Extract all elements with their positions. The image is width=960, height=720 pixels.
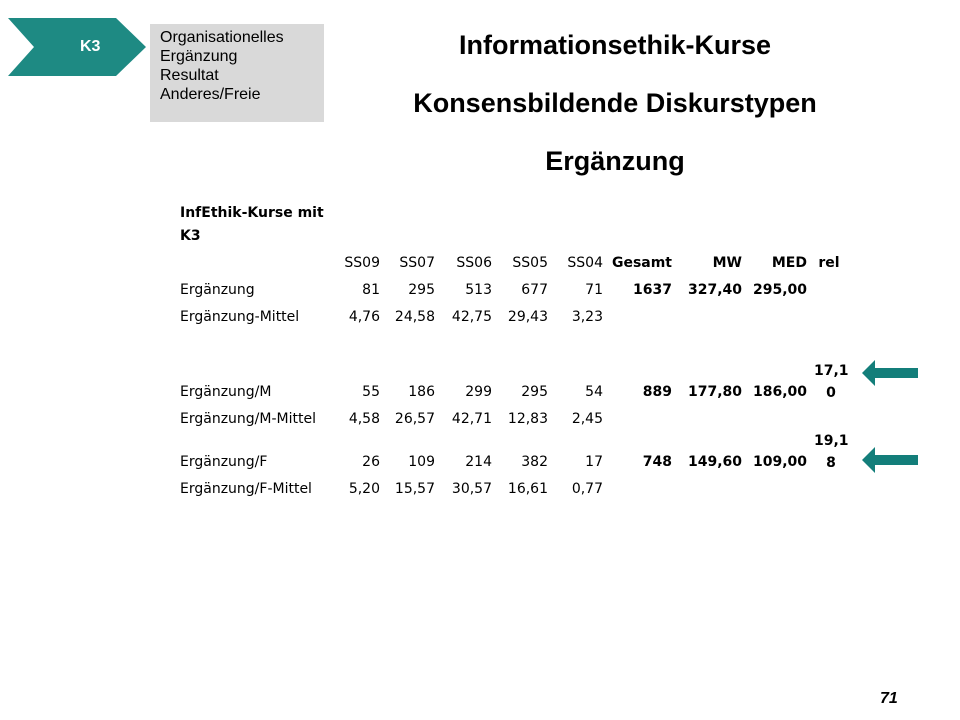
table-cell: 17 — [585, 454, 603, 470]
table-cell: 81 — [362, 282, 380, 298]
row-label: Ergänzung/F-Mittel — [180, 481, 312, 497]
column-header: MED — [771, 255, 807, 271]
table-cell: 5,20 — [348, 481, 380, 497]
table-cell: 26,57 — [394, 411, 435, 427]
table-cell: 15,57 — [394, 481, 435, 497]
category-legend — [150, 24, 324, 122]
table-header-row — [180, 255, 860, 275]
column-header: SS04 — [567, 255, 603, 271]
column-header: SS06 — [456, 255, 492, 271]
table-caption — [180, 228, 860, 248]
arrow-left-icon — [862, 360, 918, 386]
table-cell: 889 — [642, 384, 672, 400]
column-header: SS07 — [399, 255, 435, 271]
table-cell: 1637 — [633, 282, 672, 298]
column-header: SS09 — [344, 255, 380, 271]
table-cell: 55 — [362, 384, 380, 400]
table-cell: 30,57 — [451, 481, 492, 497]
table-cell: 42,75 — [451, 309, 492, 325]
table-cell: 2,45 — [571, 411, 603, 427]
rel-value-line: 19,1 — [814, 433, 849, 449]
table-cell: 29,43 — [507, 309, 548, 325]
table-cell: 214 — [465, 454, 492, 470]
legend-item: Organisationelles — [160, 29, 284, 46]
row-label: Ergänzung/F — [180, 454, 268, 470]
rel-value-line: 0 — [826, 385, 836, 401]
table-cell: 295 — [521, 384, 548, 400]
table-row — [180, 454, 860, 474]
column-header: rel — [818, 255, 840, 271]
table-row — [180, 481, 860, 501]
table-row — [180, 282, 860, 302]
table-row — [180, 384, 860, 404]
table-caption-line: InfEthik-Kurse mit — [180, 205, 324, 221]
table-cell: 382 — [521, 454, 548, 470]
table-cell: 748 — [642, 454, 672, 470]
page-number: 71 — [880, 690, 898, 707]
table-cell: 109,00 — [752, 454, 807, 470]
table-cell: 295 — [408, 282, 435, 298]
table-cell: 4,76 — [348, 309, 380, 325]
table-caption-line: K3 — [180, 228, 201, 244]
table-cell: 299 — [465, 384, 492, 400]
chevron-shape-icon — [8, 18, 146, 76]
table-cell: 4,58 — [348, 411, 380, 427]
rel-value-line: 17,1 — [814, 363, 849, 379]
table-cell: 186,00 — [752, 384, 807, 400]
table-cell: 26 — [362, 454, 380, 470]
legend-item: Anderes/Freie — [160, 86, 261, 103]
legend-item: Resultat — [160, 67, 219, 84]
table-caption — [180, 205, 860, 225]
rel-value-line: 8 — [826, 455, 836, 471]
table-cell: 71 — [585, 282, 603, 298]
table-row — [180, 309, 860, 329]
row-label: Ergänzung — [180, 282, 255, 298]
table-cell: 513 — [465, 282, 492, 298]
row-label: Ergänzung/M — [180, 384, 272, 400]
column-header: MW — [712, 255, 742, 271]
table-cell: 16,61 — [507, 481, 548, 497]
table-cell: 3,23 — [571, 309, 603, 325]
row-label: Ergänzung/M-Mittel — [180, 411, 316, 427]
table-cell: 295,00 — [752, 282, 807, 298]
column-header: SS05 — [512, 255, 548, 271]
arrow-left-icon — [862, 447, 918, 473]
table-cell: 54 — [585, 384, 603, 400]
row-label: Ergänzung-Mittel — [180, 309, 300, 325]
table-cell: 177,80 — [687, 384, 742, 400]
k3-label: K3 — [80, 38, 101, 55]
table-cell: 12,83 — [507, 411, 548, 427]
table-cell: 186 — [408, 384, 435, 400]
column-header: Gesamt — [611, 255, 672, 271]
table-cell: 24,58 — [394, 309, 435, 325]
rel-value — [814, 430, 848, 474]
rel-value — [814, 360, 848, 404]
legend-item: Ergänzung — [160, 48, 238, 65]
table-row — [180, 411, 860, 431]
page-subtitle: Konsensbildende Diskurstypen — [413, 88, 817, 118]
table-cell: 149,60 — [687, 454, 742, 470]
table-cell: 42,71 — [451, 411, 492, 427]
table-cell: 109 — [408, 454, 435, 470]
k3-badge — [8, 18, 146, 76]
table-cell: 677 — [521, 282, 548, 298]
section-title: Ergänzung — [545, 146, 685, 176]
page-title: Informationsethik-Kurse — [458, 30, 772, 60]
table-cell: 0,77 — [571, 481, 603, 497]
table-cell: 327,40 — [687, 282, 742, 298]
